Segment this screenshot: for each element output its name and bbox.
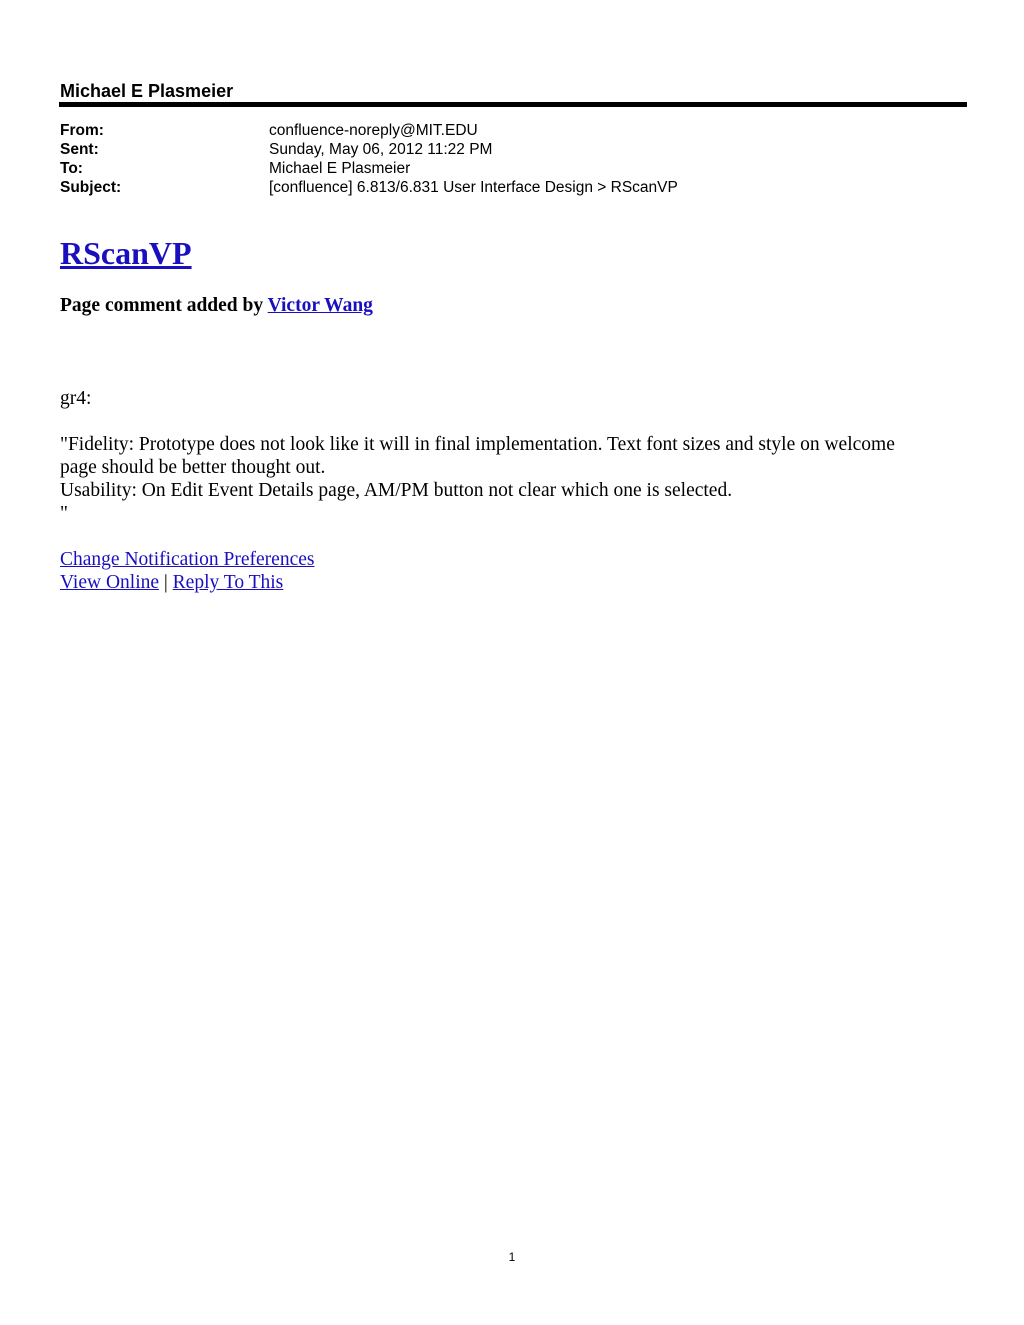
change-notification-preferences-link[interactable]: Change Notification Preferences [60, 549, 315, 570]
mailbox-owner-name: Michael E Plasmeier [60, 81, 234, 101]
view-online-link[interactable]: View Online [60, 572, 160, 593]
comment-body-line-5: " [60, 503, 68, 524]
link-separator: | [163, 572, 168, 593]
comment-body-line-2: "Fidelity: Prototype does not look like it will in final implementation. Text font sizes and style on welcome [60, 434, 895, 455]
comment-body-line-1: gr4: [60, 388, 92, 409]
subject-value: [confluence] 6.813/6.831 User Interface Design > RScanVP [269, 179, 678, 196]
page-number: 1 [508, 1250, 516, 1264]
sent-label: Sent: [60, 141, 99, 158]
header-divider [59, 102, 967, 107]
subject-label: Subject: [60, 179, 122, 196]
from-label: From: [60, 122, 104, 139]
view-reply-row [60, 571, 314, 594]
to-value: Michael E Plasmeier [269, 160, 411, 177]
to-label: To: [60, 160, 83, 177]
page-title [60, 233, 192, 273]
comment-author-link[interactable]: Victor Wang [267, 295, 373, 316]
comment-prefix: Page comment added by [60, 295, 264, 316]
footer-links [60, 548, 314, 594]
reply-to-this-link[interactable]: Reply To This [172, 572, 284, 593]
page-title-link[interactable]: RScanVP [60, 235, 192, 271]
change-prefs-row [60, 548, 314, 571]
comment-attribution [60, 293, 373, 319]
from-value: confluence-noreply@MIT.EDU [269, 122, 478, 139]
sent-value: Sunday, May 06, 2012 11:22 PM [269, 141, 493, 158]
comment-body-line-3: page should be better thought out. [60, 457, 326, 478]
comment-body-line-4: Usability: On Edit Event Details page, AM/PM button not clear which one is selected. [60, 480, 733, 501]
